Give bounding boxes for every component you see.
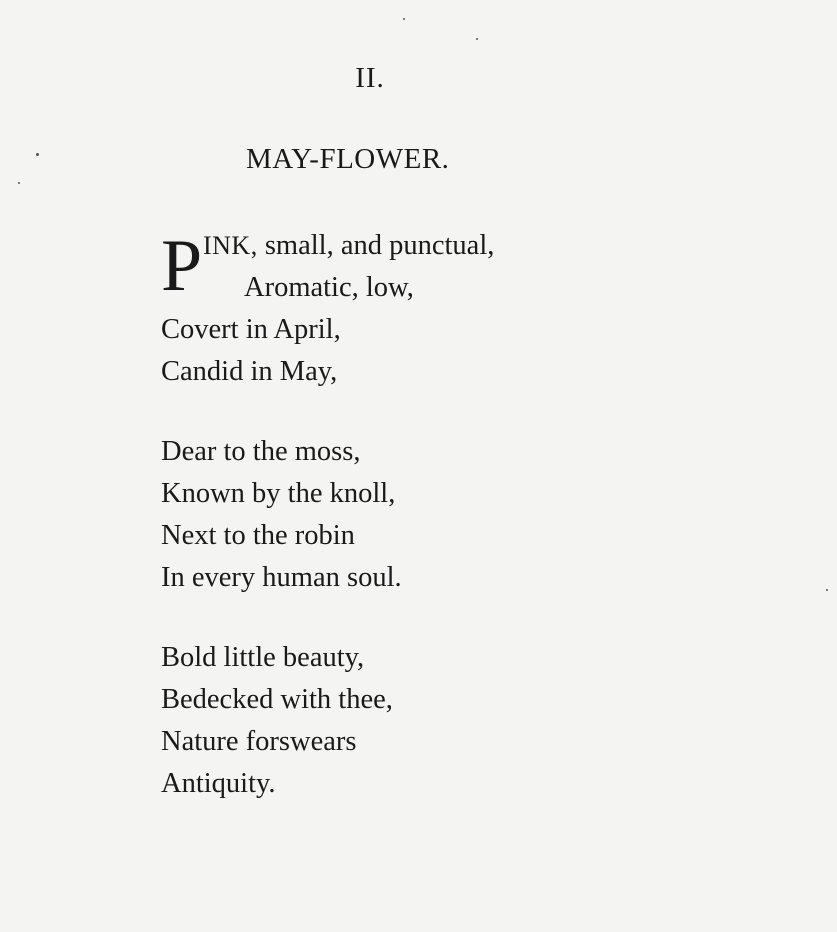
stanza-1 [161,225,761,393]
poem-line: Known by the knoll, [161,478,396,509]
paper-speck [18,182,20,184]
stanza-3 [161,637,761,805]
paper-speck [36,153,39,156]
first-line-caps: INK, [203,231,258,260]
poem-line: Candid in May, [161,356,338,387]
poem-line: Next to the robin [161,520,355,551]
first-line-text [203,225,494,267]
poem-body [161,225,761,843]
poem-line: Bold little beauty, [161,642,365,673]
paper-speck [476,38,478,40]
poem-line: Nature forswears [161,726,357,757]
paper-speck [403,18,405,20]
first-line-remainder: small, and punctual, [257,230,495,261]
paper-speck [826,589,828,591]
drop-cap: P [161,225,203,307]
section-number: II. [355,62,385,94]
poem-line: In every human soul. [161,562,402,593]
stanza-2 [161,431,761,599]
poem-title: MAY-FLOWER. [246,143,450,175]
poem-line: Aromatic, low, [244,272,414,303]
poem-line: Bedecked with thee, [161,684,393,715]
poem-line: Dear to the moss, [161,436,361,467]
poem-line: Antiquity. [161,768,276,799]
poem-line: Covert in April, [161,314,341,345]
